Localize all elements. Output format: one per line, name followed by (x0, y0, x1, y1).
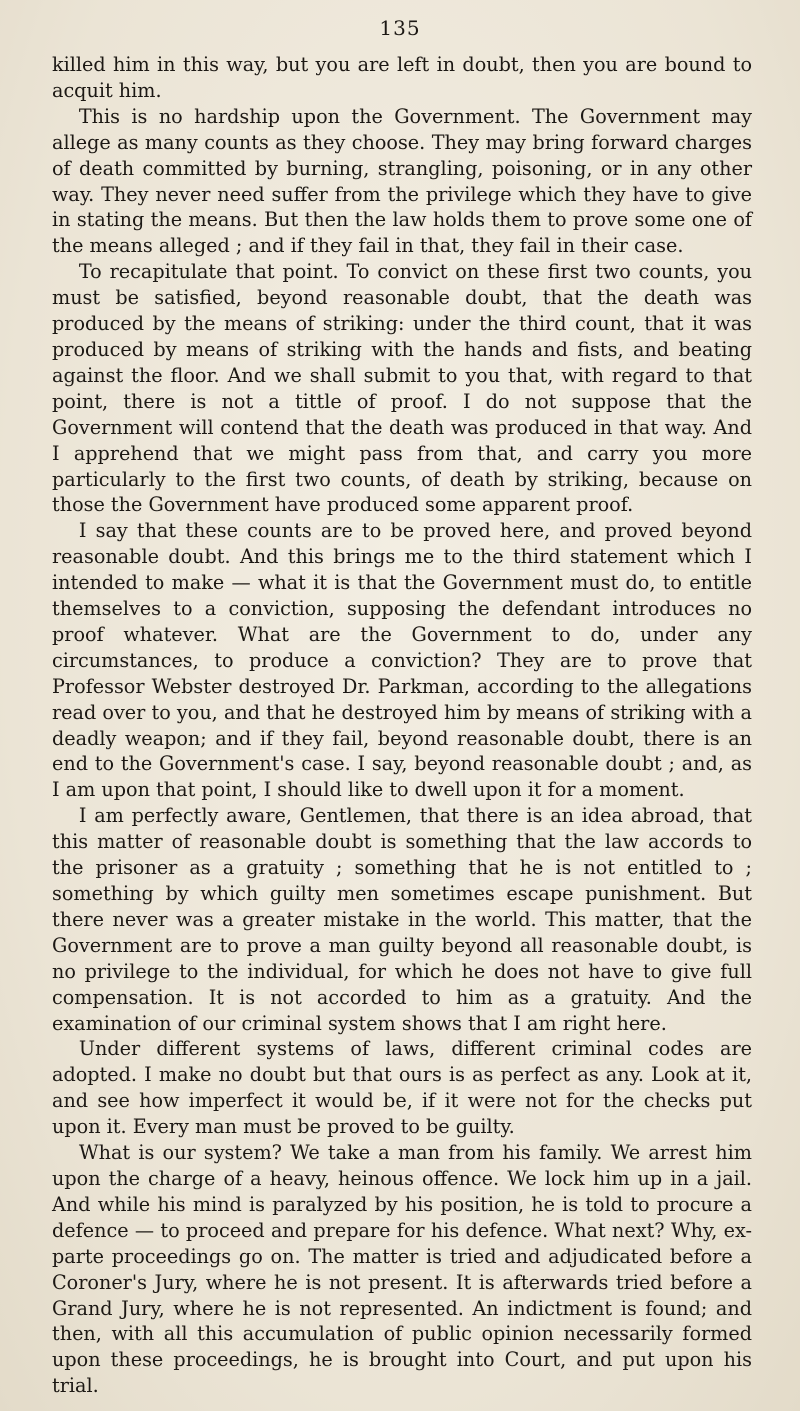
paragraph-continuation: killed him in this way, but you are left in doubt, then you are bound to acquit him. (52, 53, 752, 102)
paragraph: Under different systems of laws, different criminal codes are adopted. I make no doubt but that ours is as perfect as any. Look at it, and see how imperfect it would be, if it were not for the checks put upon it. Every man must be proved to be guilty. (52, 1037, 752, 1139)
paragraph: I am perfectly aware, Gentlemen, that there is an idea abroad, that this matter of reasonable doubt is something that the law accords to the prisoner as a gratuity ; something that he is not entitled to ; something by which guilty men sometimes escape punishment. But there never was a greater mistake in the world. This matter, that the Government are to prove a man guilty beyond all reasonable doubt, is no privilege to the individual, for which he does not have to give full compensation. It is not accorded to him as a gratuity. And the examination of our criminal system shows that I am right here. (52, 804, 752, 1035)
page-number: 135 (379, 16, 421, 40)
paragraph: What is our system? We take a man from his family. We arrest him upon the charge of a heavy, heinous offence. We lock him up in a jail. And while his mind is paralyzed by his position, he is told to procure a defence — to proceed and prepare for his defence. What next? Why, ex-parte proceedings go on. The matter is tried and adjudicated before a Coroner's Jury, where he is not present. It is afterwards tried before a Grand Jury, where he is not represented. An indictment is found; and then, with all this accumulation of public opinion necessarily formed upon these proceedings, he is brought into Court, and put upon his trial. (52, 1141, 752, 1398)
paragraph: I say that these counts are to be proved here, and proved beyond reasonable doubt. And this brings me to the third statement which I intended to make — what it is that the Government must do, to entitle themselves to a conviction, supposing the defendant introduces no proof whatever. What are the Government to do, under any circumstances, to produce a conviction? They are to prove that Professor Webster destroyed Dr. Parkman, according to the allegations read over to you, and that he destroyed him by means of striking with a deadly weapon; and if they fail, beyond reasonable doubt, there is an end to the Government's case. I say, beyond reasonable doubt ; and, as I am upon that point, I should like to dwell upon it for a moment. (52, 519, 752, 802)
paragraph: To recapitulate that point. To convict on these first two counts, you must be satisfied, beyond reasonable doubt, that the death was produced by the means of striking: under the third count, that it was produced by means of striking with the hands and fists, and beating against the floor. And we shall submit to you that, with regard to that point, there is not a tittle of proof. I do not suppose that the Government will contend that the death was produced in that way. And I apprehend that we might pass from that, and carry you more particularly to the first two counts, of death by striking, because on those the Government have produced some apparent proof. (52, 260, 752, 517)
body-text (52, 52, 752, 1399)
paragraph: This is no hardship upon the Government. The Government may allege as many counts as they choose. They may bring forward charges of death committed by burning, strangling, poisoning, or in any other way. They never need suffer from the privilege which they have to give in stating the means. But then the law holds them to prove some one of the means alleged ; and if they fail in that, they fail in their case. (52, 104, 752, 258)
